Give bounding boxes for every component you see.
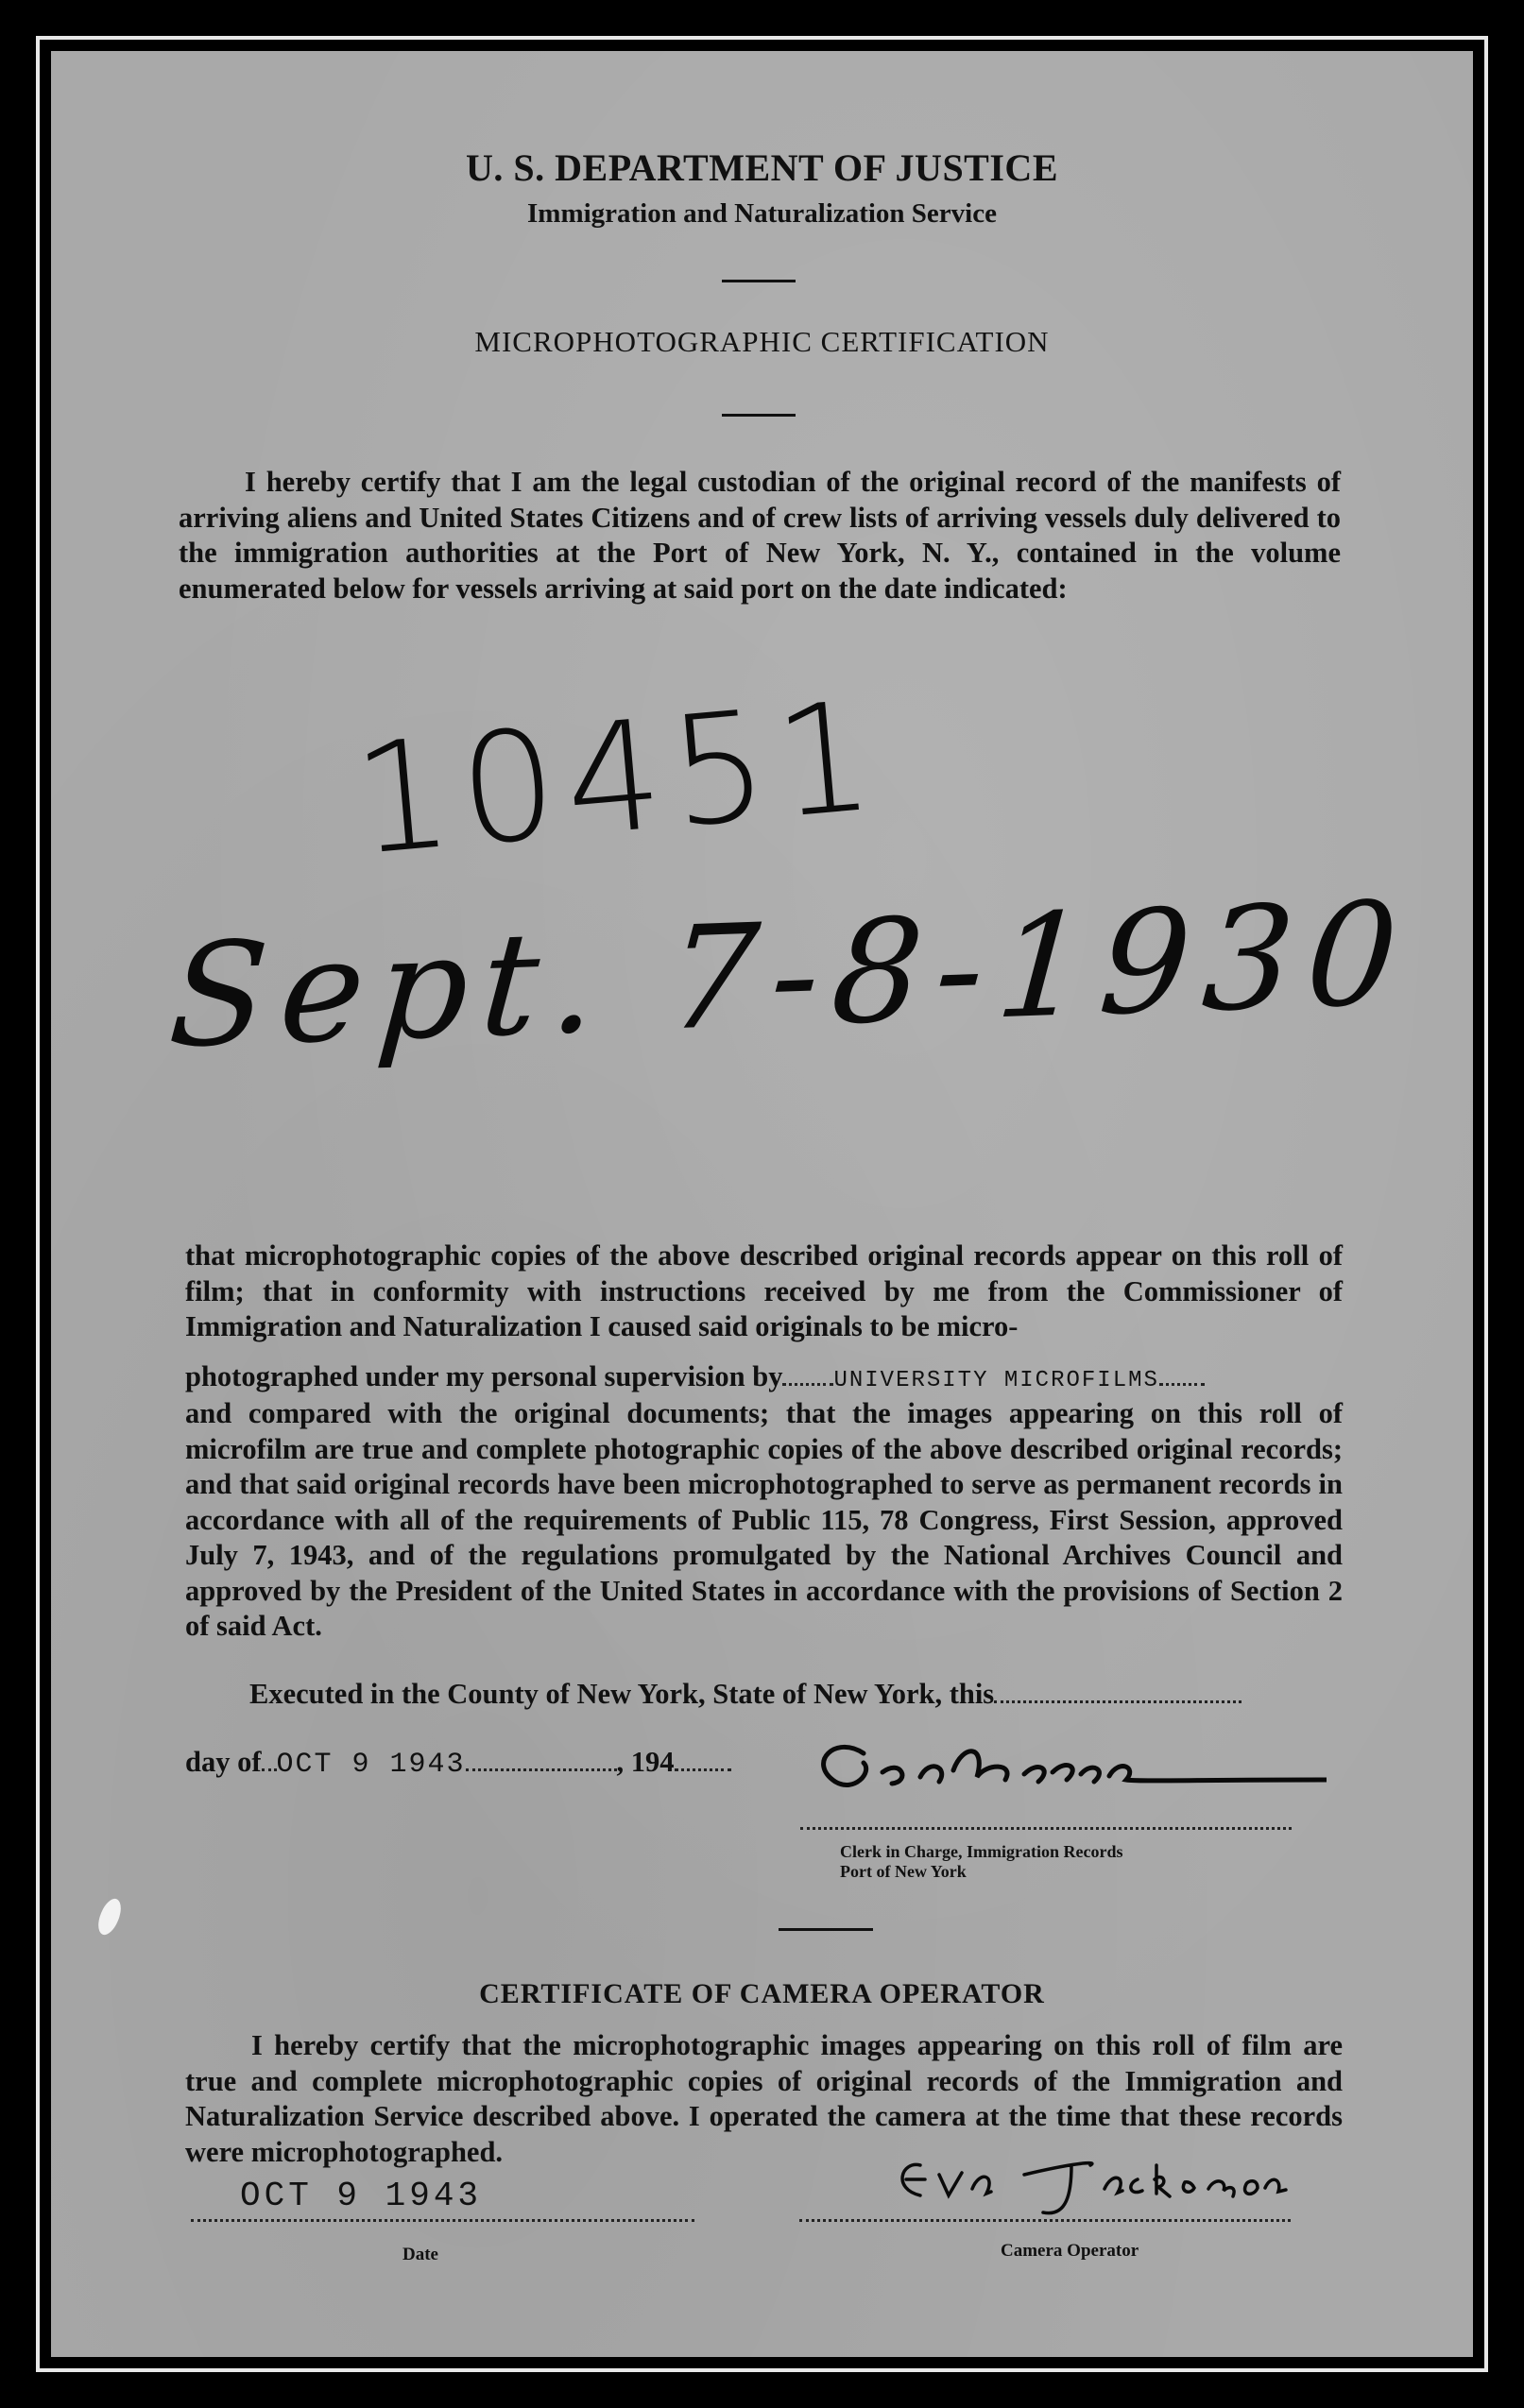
service-subheading: Immigration and Naturalization Service	[527, 198, 997, 229]
execution-date-stamp: OCT 9 1943	[276, 1749, 466, 1781]
clerk-caption	[840, 1842, 1122, 1882]
department-heading: U. S. DEPARTMENT OF JUSTICE	[466, 146, 1058, 189]
day-of-label: day of	[185, 1746, 262, 1778]
clerk-signature-graphic	[797, 1725, 1327, 1810]
divider-rule	[779, 1928, 873, 1931]
date-caption: Date	[402, 2245, 438, 2264]
photographed-by-row	[185, 1360, 1205, 1393]
handwritten-volume-number: 10451	[347, 666, 889, 889]
custodian-statement: I hereby certify that I am the legal custodian of the original record of the manifests of arriving aliens and United States Citizens and of crew lists of arriving vessels duly delivered to the immigration authorities at the Port of New York, N. Y., contained in the volume enumerated below for vessels arriving at said port on the date indicated:	[179, 466, 1341, 605]
executed-text: Executed in the County of New York, State of New York, this	[249, 1678, 995, 1710]
copies-statement: that microphotographic copies of the above described original records appear on this roll of film; that in conformity with instructions received by me from the Commissioner of Immigration and Naturalization I caused said originals to be micro-	[185, 1239, 1343, 1342]
operator-signature-line	[799, 2219, 1291, 2222]
compliance-statement: and compared with the original documents; that the images appearing on this roll of microfilm are true and complete photographic copies of the above described original records; and that said original records have been microphotographed to serve as permanent records in accordance with all of the requirements of Public 115, 78 Congress, First Session, approved July 7, 1943, and of the regulations promulgated by the National Archives Council and approved by the President of the United States in accordance with the provisions of Section 2 of said Act.	[185, 1397, 1343, 1642]
photographed-by-label: photographed under my personal supervision by	[185, 1360, 783, 1392]
divider-rule	[722, 280, 796, 282]
camera-date-stamp: OCT 9 1943	[240, 2177, 483, 2215]
executed-row	[249, 1678, 1241, 1711]
clerk-caption-line-2: Port of New York	[840, 1862, 967, 1881]
clerk-signature-line	[800, 1827, 1292, 1830]
microfilm-company-stamp: UNIVERSITY MICROFILMS	[833, 1368, 1159, 1393]
certification-title: MICROPHOTOGRAPHIC CERTIFICATION	[474, 325, 1050, 358]
operator-signature	[882, 2137, 1298, 2227]
clerk-signature	[797, 1725, 1327, 1815]
divider-rule	[722, 414, 796, 417]
film-scratch-mark	[93, 1896, 127, 1938]
operator-signature-graphic	[882, 2137, 1298, 2222]
operator-caption: Camera Operator	[1001, 2241, 1139, 2261]
camera-certificate-statement: I hereby certify that the microphotographic images appearing on this roll of film are true and complete microphotographic copies of original records of the Immigration and Naturalization Service described above. I operated the camera at the time that these records were microphotographed.	[185, 2029, 1343, 2168]
handwritten-volume-date: Sept. 7-8-1930	[164, 871, 1416, 1080]
clerk-caption-line-1: Clerk in Charge, Immigration Records	[840, 1842, 1123, 1861]
date-line	[191, 2219, 694, 2222]
certificate-page	[51, 51, 1473, 2357]
camera-certificate-title: CERTIFICATE OF CAMERA OPERATOR	[479, 1978, 1045, 2009]
day-of-row	[185, 1746, 731, 1781]
year-prefix: , 194	[616, 1746, 675, 1778]
